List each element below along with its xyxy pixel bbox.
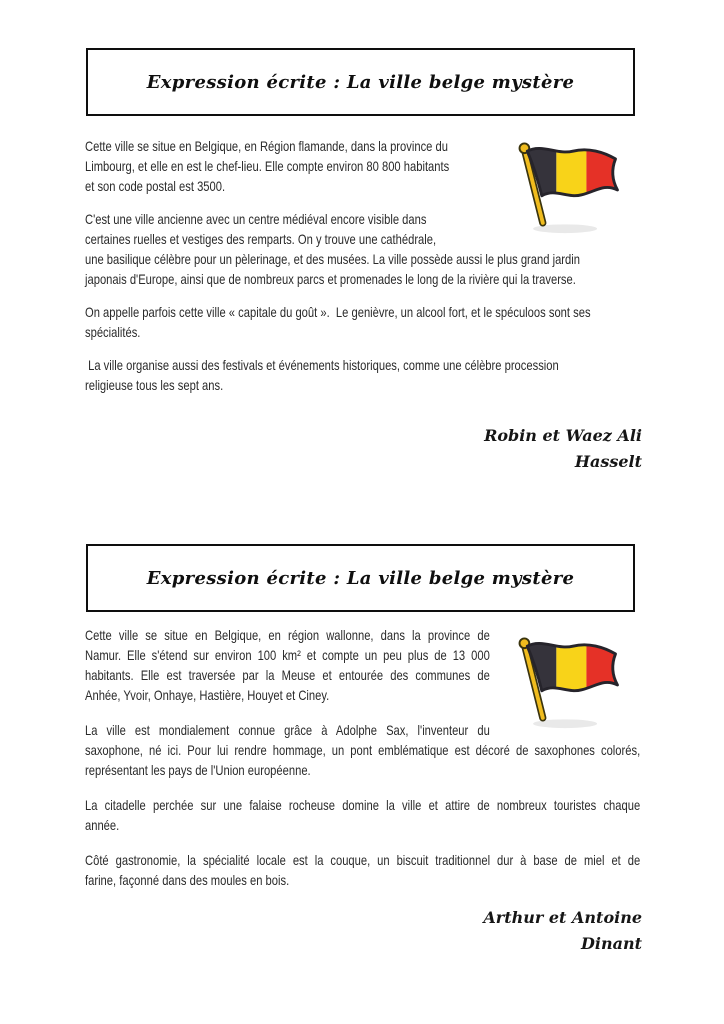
paragraph xyxy=(85,850,640,890)
belgian-flag-icon xyxy=(505,634,631,732)
belgian-flag-svg xyxy=(505,139,631,237)
page-title: Expression écrite : La ville belge mystère xyxy=(146,567,575,589)
page-title: Expression écrite : La ville belge mystère xyxy=(146,71,575,93)
text-line: certaines ruelles et vestiges des remparts. On y trouve une cathédrale, xyxy=(85,231,437,247)
text-line: Limbourg, et elle en est le chef-lieu. Elle compte environ 80 800 habitants xyxy=(85,158,450,174)
section-hasselt xyxy=(0,0,724,475)
text-line: La citadelle perchée sur une falaise rocheuse domine la ville et attire de nombreux touristes chaque xyxy=(85,797,641,813)
text-line: année. xyxy=(85,817,120,833)
signature-block xyxy=(0,423,724,475)
signature-city: Hasselt xyxy=(574,452,642,471)
signature-city: Dinant xyxy=(581,934,642,953)
text-line: Anhée, Yvoir, Onhaye, Hastière, Houyet et Ciney. xyxy=(85,687,330,703)
text-line: La ville organise aussi des festivals et événements historiques, comme une célèbre procession xyxy=(85,357,559,373)
text-line: On appelle parfois cette ville « capitale du goût ». Le genièvre, un alcool fort, et le spéculoos sont ses xyxy=(85,304,591,320)
paragraph xyxy=(85,355,640,395)
text-line: farine, façonné dans des moules en bois. xyxy=(85,872,290,888)
title-box xyxy=(86,48,635,116)
text-line: C'est une ville ancienne avec un centre médiéval encore visible dans xyxy=(85,211,427,227)
title-box xyxy=(86,544,635,612)
text-line: spécialités. xyxy=(85,324,141,340)
paragraph xyxy=(85,302,640,342)
text-line: Cette ville se situe en Belgique, en Région flamande, dans la province du xyxy=(85,138,448,154)
text-line: Cette ville se situe en Belgique, en région wallonne, dans la province de xyxy=(85,627,490,643)
text-line: religieuse tous les sept ans. xyxy=(85,377,224,393)
signature-authors: Robin et Waez Ali xyxy=(484,426,642,445)
text-line: saxophone, né ici. Pour lui rendre hommage, un pont emblématique est décoré de saxophones colorés, xyxy=(85,742,641,758)
text-line: Côté gastronomie, la spécialité locale est la couque, un biscuit traditionnel dur à base de miel et de xyxy=(85,852,641,868)
text-line: La ville est mondialement connue grâce à Adolphe Sax, l'inventeur du xyxy=(85,722,490,738)
signature-authors: Arthur et Antoine xyxy=(483,908,642,927)
text-line: et son code postal est 3500. xyxy=(85,178,226,194)
text-line: Namur. Elle s'étend sur environ 100 km² et compte un peu plus de 13 000 xyxy=(85,647,490,663)
belgian-flag-icon xyxy=(505,139,631,237)
belgian-flag-svg xyxy=(505,634,631,732)
text-line: représentant les pays de l'Union européenne. xyxy=(85,762,311,778)
paragraph xyxy=(85,795,640,835)
text-line: japonais d'Europe, ainsi que de nombreux parcs et promenades le long de la rivière qui la traverse. xyxy=(85,271,576,287)
section-dinant xyxy=(0,544,724,957)
signature-block xyxy=(0,905,724,957)
text-line: habitants. Elle est traversée par la Meuse et entourée des communes de xyxy=(85,667,490,683)
text-line: une basilique célèbre pour un pèlerinage, et des musées. La ville possède aussi le plus grand jardin xyxy=(85,251,580,267)
